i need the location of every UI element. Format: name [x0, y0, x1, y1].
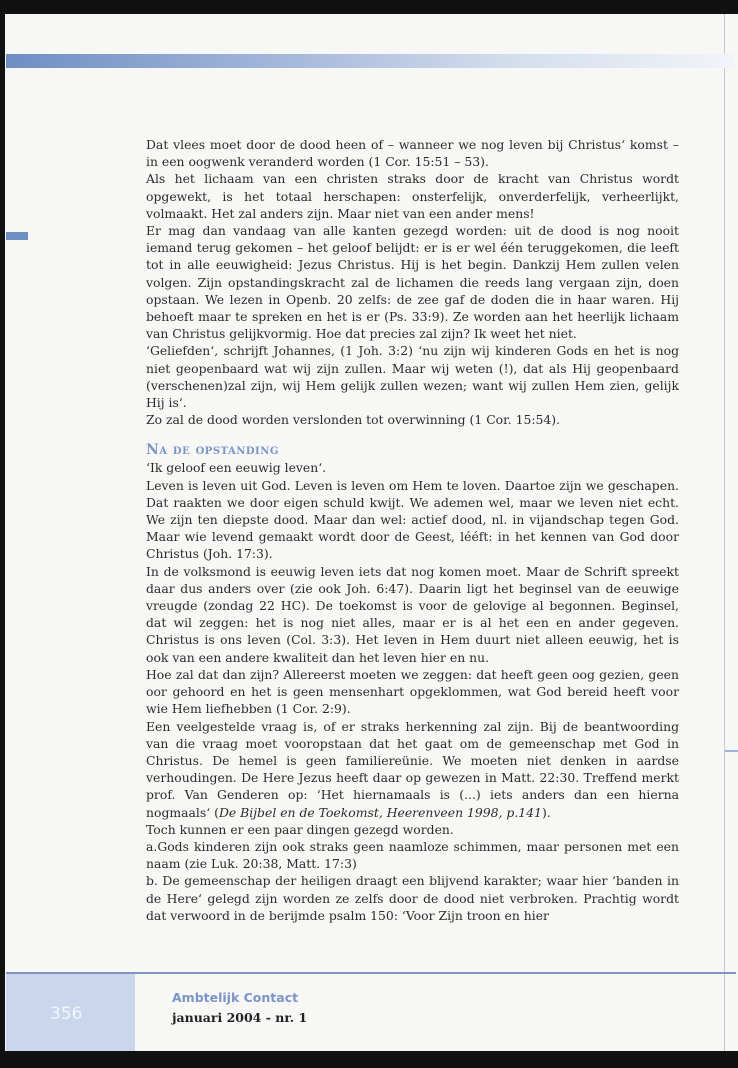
- paragraph: Hoe zal dat dan zijn? Allereerst moeten we zeggen: dat heeft geen oog gezien, geen oor gehoord en het is geen mensenhart opgeklommen, wat God bereid heeft voor wie Hem liefhebben (1 Cor. 2:9).: [146, 666, 679, 717]
- paragraph: Zo zal de dood worden verslonden tot overwinning (1 Cor. 15:54).: [146, 412, 561, 428]
- citation: De Bijbel en de Toekomst, Heerenveen 1998, p.141: [218, 804, 542, 820]
- header-gradient-bar: [6, 54, 734, 68]
- section-heading: Na de opstanding: [146, 442, 279, 459]
- paragraph-text: ).: [541, 804, 551, 820]
- paragraph-text: Een veelgestelde vraag is, of er straks herkenning zal zijn. Bij de beantwoording van die vraag moet vooropstaan dat het gaat om de gemeenschap met God in Christus. De hemel is geen familiereünie. We moeten niet denken in aardse verhoudingen. De Here Jezus heeft daar op gewezen in Matt. 22:30. Treffend merkt prof. Van Genderen op: ‘Het hiernamaals is (...) iets anders dan een hierna nogmaals‘ (: [146, 718, 679, 820]
- paragraph: Als het lichaam van een christen straks door de kracht van Christus wordt opgewekt, is het totaal herschapen: onsterfelijk, onverderfelijk, verheerlijkt, volmaakt. Het zal anders zijn. Maar niet van een ander mens!: [146, 171, 679, 221]
- paragraph: Toch kunnen er een paar dingen gezegd worden.: [146, 821, 454, 837]
- side-accent-mark: [6, 232, 28, 240]
- publication-title: Ambtelijk Contact: [172, 990, 299, 1005]
- scan-border-top: [0, 0, 738, 14]
- paragraph: ‘Ik geloof een eeuwig leven‘.: [146, 460, 327, 476]
- paragraph: a.Gods kinderen zijn ook straks geen naamloze schimmen, maar personen met een naam (zie Luk. 20:38, Matt. 17:3): [146, 838, 679, 872]
- page-edge-line: [724, 14, 725, 1051]
- paragraph: Er mag dan vandaag van alle kanten gezegd worden: uit de dood is nog nooit iemand terug gekomen – het geloof belijdt: er is er wel één teruggekomen, die leeft tot in alle eeuwigheid: Jezus Christus. Hij is het begin. Dankzij Hem zullen velen volgen. Zijn opstandingskracht zal de lichamen die reeds lang vergaan zijn, doen opstaan. We lezen in Openb. 20 zelfs: de zee gaf de doden die in haar waren. Hij behoeft maar te spreken en het is er (Ps. 33:9). Ze worden aan het heerlijk lichaam van Christus gelijkvormig. Hoe dat precies zal zijn? Ik weet het niet.: [146, 223, 679, 342]
- scan-border-bottom: [0, 1051, 738, 1068]
- issue-label: januari 2004 - nr. 1: [172, 1010, 308, 1025]
- page-number: 356: [50, 1004, 83, 1024]
- paragraph: In de volksmond is eeuwig leven iets dat nog komen moet. Maar de Schrift spreekt daar dus anders over (zie ook Joh. 6:47). Daarin ligt het beginsel van de eeuwige vreugde (zondag 22 HC). De toekomst is voor de gelovige al begonnen. Beginsel, dat wil zeggen: het is nog niet alles, maar er is al het een en ander gegeven. Christus is ons leven (Col. 3:3). Het leven in Hem duurt niet alleen eeuwig, het is ook van een andere kwaliteit dan het leven hier en nu.: [146, 563, 679, 665]
- paragraph: Leven is leven uit God. Leven is leven om Hem te loven. Daartoe zijn we geschapen. Dat raakten we door eigen schuld kwijt. We ademen wel, maar we leven niet echt. We zijn ten diepste dood. Maar dan wel: actief dood, nl. in vijandschap tegen God. Maar wie levend gemaakt wordt door de Geest, lééft: in het kennen van God door Christus (Joh. 17:3).: [146, 477, 679, 562]
- paragraph: b. De gemeenschap der heiligen draagt een blijvend karakter; waar hier ‘banden in de Here‘ gelegd zijn worden ze zelfs door de dood niet verbroken. Prachtig wordt dat verwoord in de berijmde psalm 150: ‘Voor Zijn troon en hier: [146, 873, 679, 923]
- right-edge-mark: [725, 750, 738, 752]
- paragraph-recognition: [146, 718, 679, 821]
- paragraph: ‘Geliefden‘, schrijft Johannes, (1 Joh. 3:2) ‘nu zijn wij kinderen Gods en het is nog niet geopenbaard wat wij zijn zullen. Maar wij weten (!), dat als Hij geopenbaard (verschenen)zal zijn, wij Hem gelijk zullen wezen; want wij zullen Hem zien, gelijk Hij is‘.: [146, 343, 679, 411]
- paragraph: Dat vlees moet door de dood heen of – wanneer we nog leven bij Christus‘ komst – in een oogwenk veranderd worden (1 Cor. 15:51 – 53).: [146, 137, 679, 170]
- article-body: [146, 136, 679, 924]
